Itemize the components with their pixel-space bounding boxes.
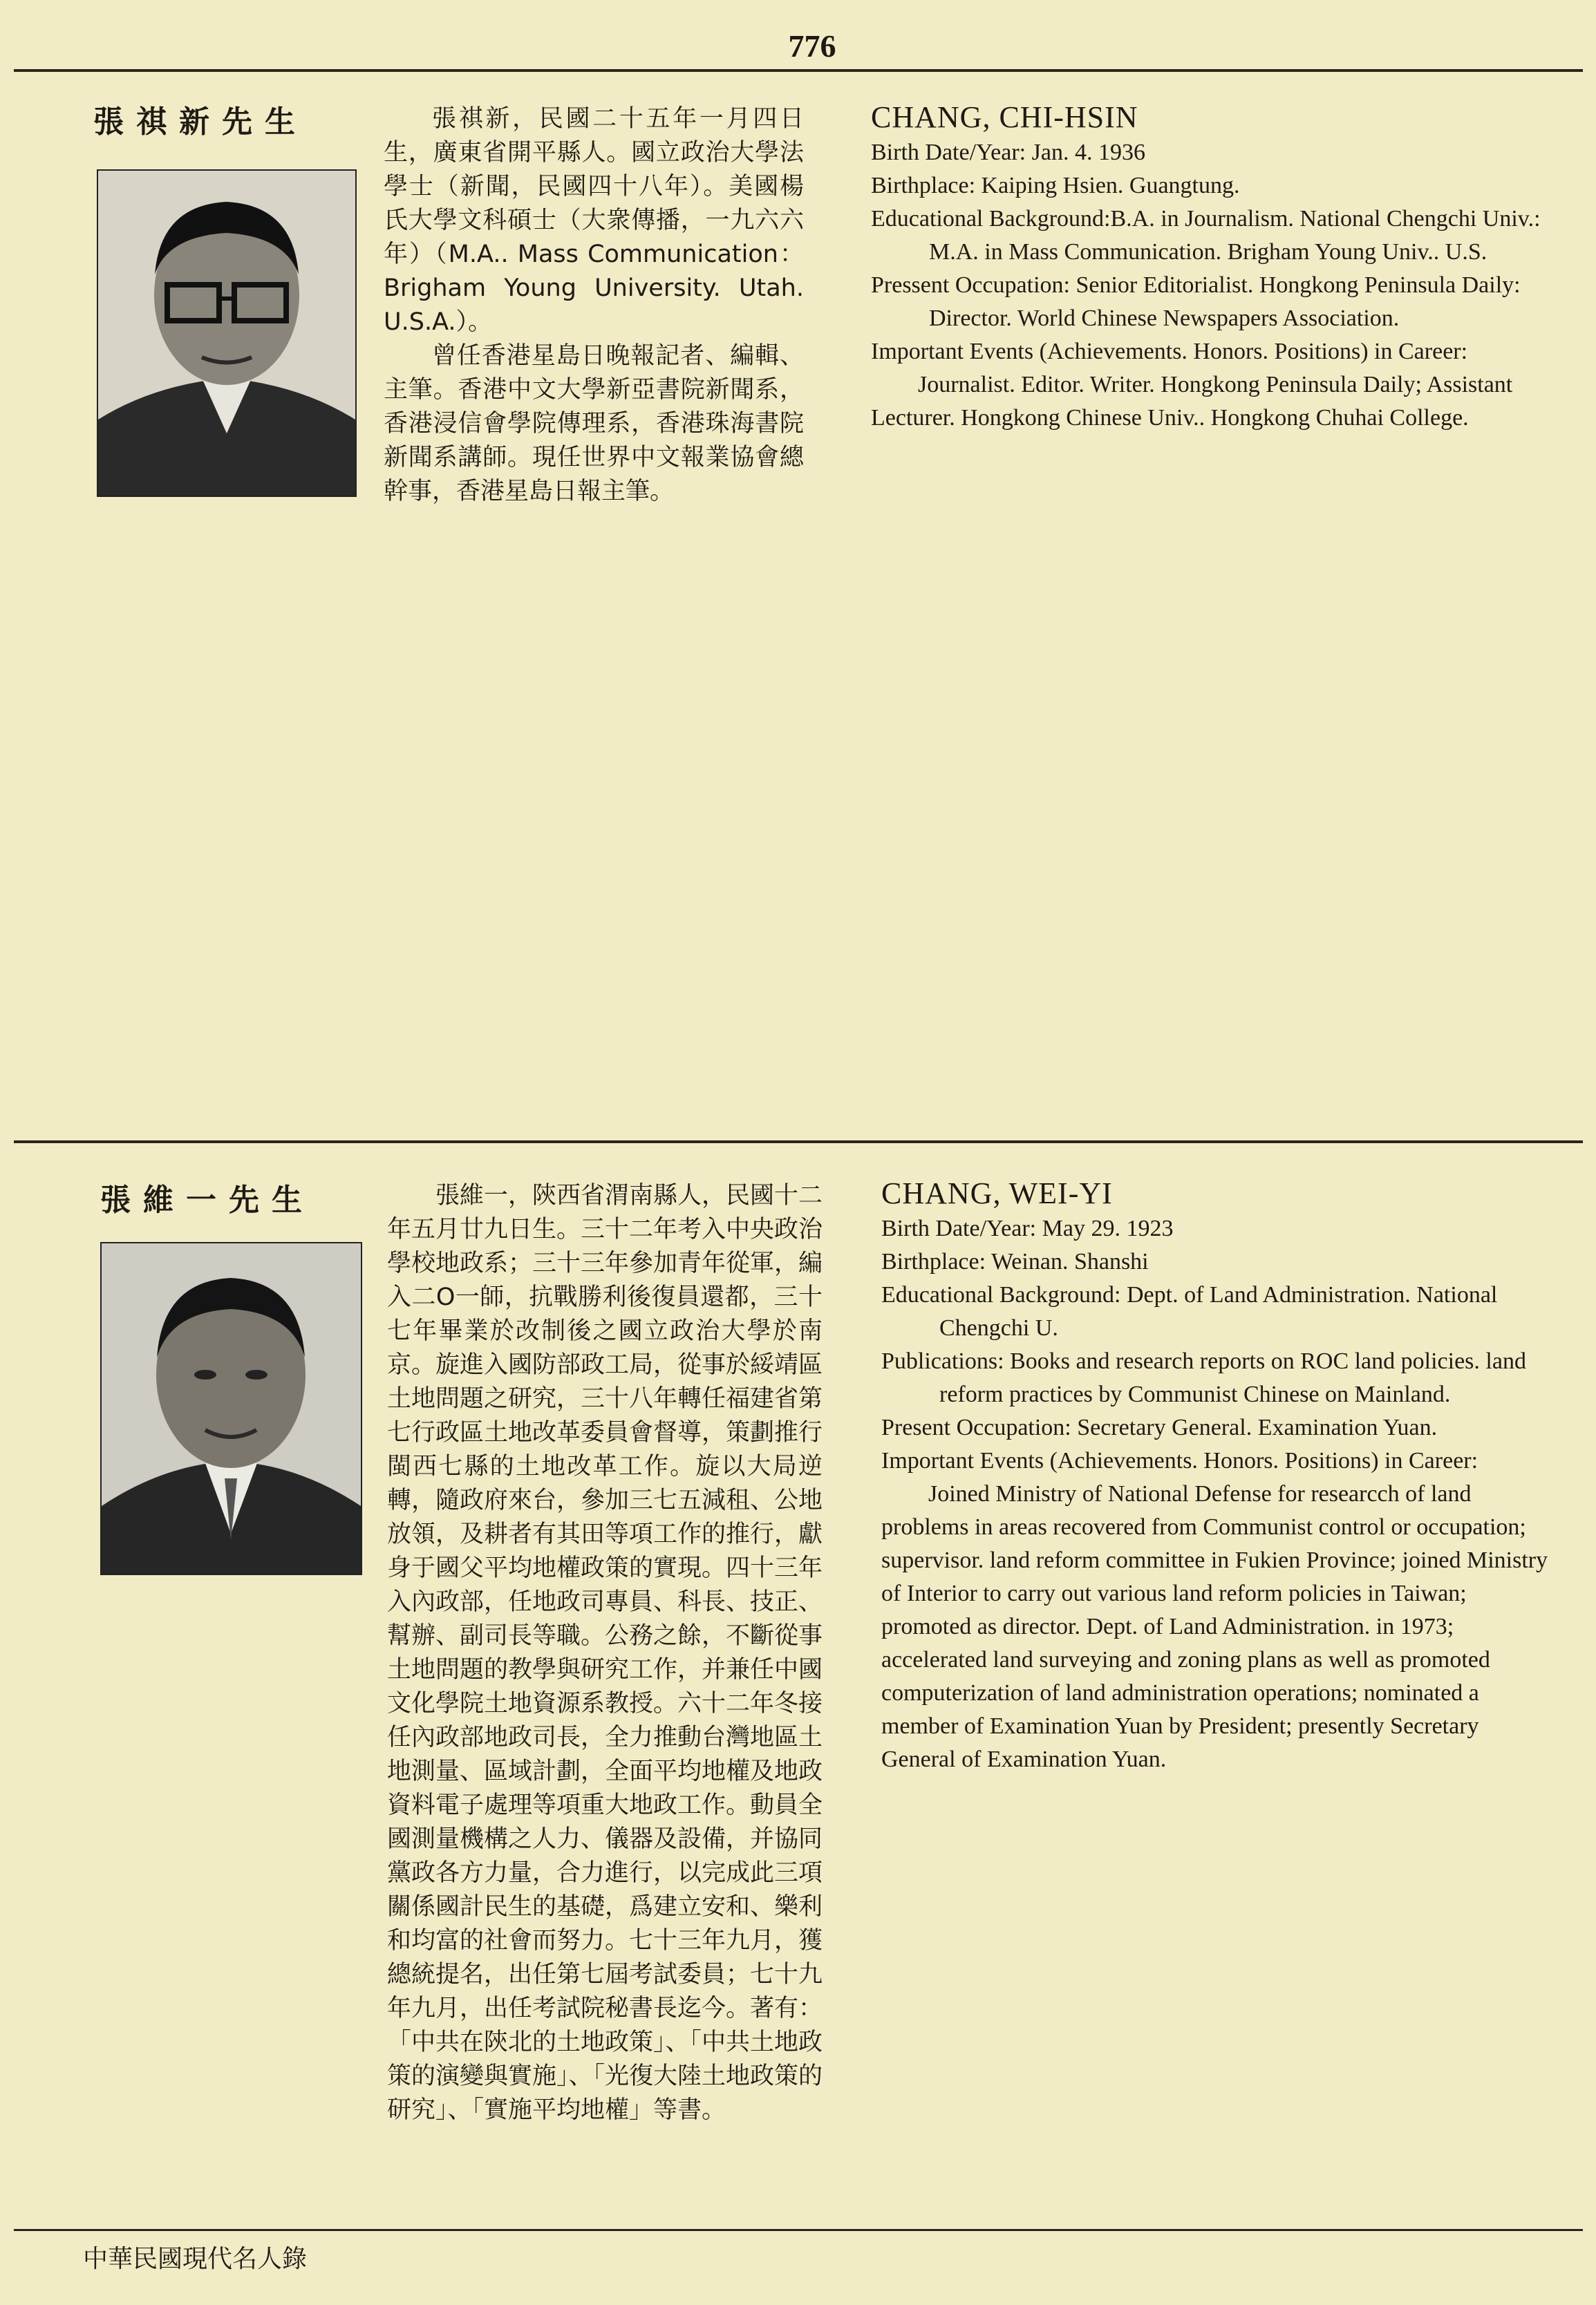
entry-1-english-biography xyxy=(871,99,1541,435)
footer-book-title: 中華民國現代名人錄 xyxy=(83,2245,308,2273)
entry-2-publications: Publications: Books and research reports on ROC land policies. land reform practices by Communist Chinese on Mainland. xyxy=(881,1348,1526,1407)
footer-rule xyxy=(14,2229,1583,2231)
entry-2-chinese-bio-paragraph-1: 張維一，陝西省渭南縣人，民國十二年五月廿九日生。三十二年考入中央政治學校地政系；三十三年參加青年從軍，編入二O一師，抗戰勝利後復員還都，三十七年畢業於改制後之國立政治大學於南京。旋進入國防部政工局，從事於綏靖區土地問題之研究，三十八年轉任福建省第七行政區土地改革委員會督導，策劃推行閩西七縣的土地改革工作。旋以大局逆轉，隨政府來台，參加三七五減租、公地放領，及耕者有其田等項工作的推行，獻身于國父平均地權政策的實現。四十三年入內政部，任地政司專員、科長、技正、幫辦、副司長等職。公務之餘，不斷從事土地問題的教學與研究工作，并兼任中國文化學院土地資源系教授。六十二年冬接任內政部地政司長，全力推動台灣地區土地測量、區域計劃，全面平均地權及地政資料電子處理等項重大地政工作。動員全國測量機構之人力、儀器及設備，并協同黨政各方力量，合力進行，以完成此三項關係國計民生的基礎，爲建立安和、樂利和均富的社會而努力。七十三年九月，獲總統提名，出任第七屆考試委員；七十九年九月，出任考試院秘書長迄今。著有：「中共在陝北的土地政策」、「中共土地政策的演變與實施」、「光復大陸土地政策的研究」、「實施平均地權」等書。 xyxy=(387,1182,823,2124)
entry-2-birthplace: Birthplace: Weinan. Shanshi xyxy=(881,1249,1149,1274)
entry-1-portrait-photo xyxy=(97,169,357,497)
entry-1-chinese-name: 張祺新先生 xyxy=(93,104,308,140)
entry-1-birth-date: Birth Date/Year: Jan. 4. 1936 xyxy=(871,140,1145,165)
entry-1-birthplace: Birthplace: Kaiping Hsien. Guangtung. xyxy=(871,173,1240,198)
entry-2-english-name: CHANG, WEI-YI xyxy=(881,1176,1113,1210)
entry-2-chinese-biography xyxy=(104,1179,823,2127)
entry-1-english-name: CHANG, CHI-HSIN xyxy=(871,100,1138,134)
entry-2-events-text: Joined Ministry of National Defense for researcch of land problems in areas recovered from Communist control or occupation; supervisor. land reform committee in Fukien Province; joined Ministry of Interior to carry out various land reform policies in Taiwan; promoted as director. Dept. of Land Administration. in 1973; accelerated land surveying and zoning plans as well as promoted computerization of land administration operations; nominated a member of Examination Yuan by President; presently Secretary General of Examination Yuan. xyxy=(881,1481,1548,1772)
entry-1-education: Educational Background:B.A. in Journalism. National Chengchi Univ.: M.A. in Mass Communication. Brigham Young Univ.. U.S. xyxy=(871,206,1541,265)
entry-1-chinese-biography xyxy=(384,102,804,509)
page-number: 776 xyxy=(788,28,836,64)
entry-2-chinese-name: 張維一先生 xyxy=(100,1183,314,1218)
top-rule xyxy=(14,69,1583,72)
entry-2-events-label: Important Events (Achievements. Honors. Positions) in Career: xyxy=(881,1448,1478,1474)
entry-1-events-label: Important Events (Achievements. Honors. Positions) in Career: xyxy=(871,339,1468,364)
entry-2-birth-date: Birth Date/Year: May 29. 1923 xyxy=(881,1216,1174,1241)
section-divider xyxy=(14,1140,1583,1143)
entry-2-education: Educational Background: Dept. of Land Administration. National Chengchi U. xyxy=(881,1282,1498,1341)
entry-1-chinese-bio-paragraph-2: 曾任香港星島日晚報記者、編輯、主筆。香港中文大學新亞書院新聞系，香港浸信會學院傳理系，香港珠海書院新聞系講師。現任世界中文報業協會總幹事，香港星島日報主筆。 xyxy=(384,342,804,505)
entry-2-occupation: Present Occupation: Secretary General. Examination Yuan. xyxy=(881,1415,1438,1440)
entry-1-occupation: Pressent Occupation: Senior Editorialist. Hongkong Peninsula Daily: Director. World Chinese Newspapers Association. xyxy=(871,272,1521,331)
entry-1-chinese-bio-paragraph-1: 張祺新，民國二十五年一月四日生，廣東省開平縣人。國立政治大學法學士（新聞，民國四十八年）。美國楊氏大學文科碩士（大衆傳播，一九六六年）（M.A.. Mass Communication：Brigham Young University. Utah. U.S.A.）。 xyxy=(384,105,804,336)
entry-2-english-biography xyxy=(881,1175,1548,1776)
entry-1-events-text: Journalist. Editor. Writer. Hongkong Peninsula Daily; Assistant Lecturer. Hongkong Chinese Univ.. Hongkong Chuhai College. xyxy=(871,372,1513,431)
